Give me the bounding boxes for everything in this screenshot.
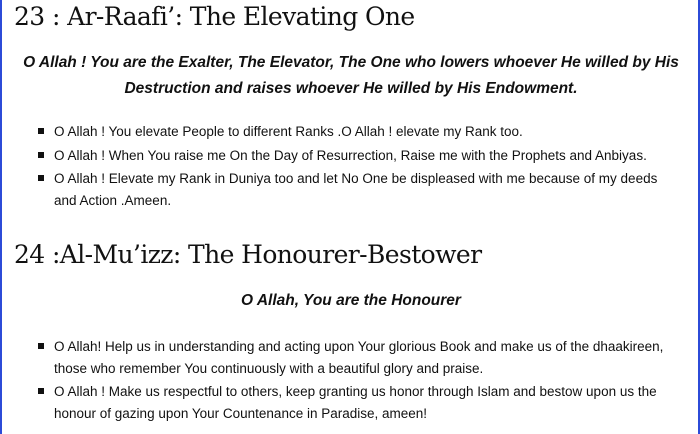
bullet-icon [38, 343, 44, 349]
section-heading-al-muizz: 24 :Al-Mu’izz: The Honourer-Bestower [14, 240, 482, 269]
section-lead-al-muizz: O Allah, You are the Honourer [241, 292, 461, 309]
section-heading-ar-raafi: 23 : Ar-Raafi’: The Elevating One [14, 2, 415, 31]
list-item-text: O Allah ! Make us respectful to others, keep granting us honor through Islam and bestow upon us the honour of gazing upon Your Countenance in Paradise, ameen! [54, 384, 657, 421]
list-item-text: O Allah! Help us in understanding and acting upon Your glorious Book and make us of the dhaakireen, those who remember You continuously with a beautiful glory and praise. [54, 339, 664, 376]
bullet-list-ar-raafi [2, 121, 692, 213]
bullet-icon [38, 152, 44, 158]
list-item [2, 336, 692, 379]
list-item [2, 145, 692, 167]
bullet-icon [38, 175, 44, 181]
list-item-text: O Allah ! You elevate People to different Ranks .O Allah ! elevate my Rank too. [54, 124, 523, 139]
list-item-text: O Allah ! Elevate my Rank in Duniya too and let No One be displeased with me because of my deeds and Action .Ameen. [54, 171, 658, 208]
document-page [2, 0, 698, 434]
list-item [2, 121, 692, 143]
section-lead-ar-raafi: O Allah ! You are the Exalter, The Elevator, The One who lowers whoever He willed by His Destruction and raises whoever He willed by His Endowment. [23, 54, 679, 97]
bullet-list-al-muizz [2, 336, 692, 426]
bullet-icon [38, 388, 44, 394]
bullet-icon [38, 128, 44, 134]
list-item [2, 381, 692, 424]
list-item-text: O Allah ! When You raise me On the Day of Resurrection, Raise me with the Prophets and Anbiyas. [54, 147, 647, 163]
list-item [2, 168, 692, 211]
